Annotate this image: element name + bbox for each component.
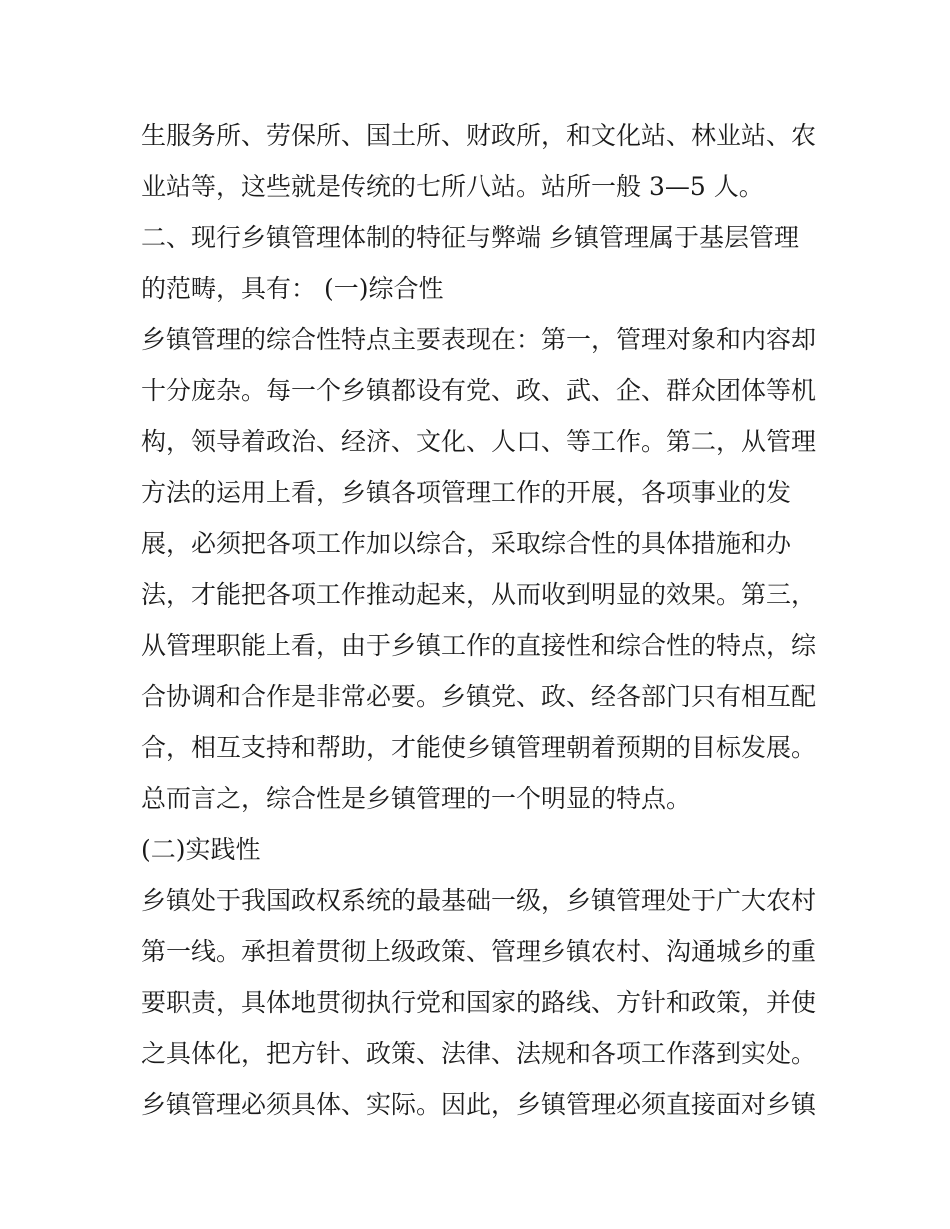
text-line: 之具体化，把方针、政策、法律、法规和各项工作落到实处。 bbox=[141, 1039, 817, 1068]
body-text bbox=[141, 110, 821, 1130]
text-line: 展，必须把各项工作加以综合，采取综合性的具体措施和办 bbox=[141, 529, 792, 558]
subsection-heading-line: 的范畴，具有： (一)综合性 bbox=[141, 274, 444, 303]
text-line: 方法的运用上看，乡镇各项管理工作的开展，各项事业的发 bbox=[141, 478, 792, 507]
text-line: 第一线。承担着贯彻上级政策、管理乡镇农村、沟通城乡的重 bbox=[141, 937, 817, 966]
text-line: 总而言之，综合性是乡镇管理的一个明显的特点。 bbox=[141, 784, 692, 813]
text-line: 十分庞杂。每一个乡镇都设有党、政、武、企、群众团体等机 bbox=[141, 376, 817, 405]
subsection-heading-line: (二)实践性 bbox=[141, 835, 261, 864]
text-line: 乡镇处于我国政权系统的最基础一级，乡镇管理处于广大农村 bbox=[141, 886, 817, 915]
text-line: 合协调和合作是非常必要。乡镇党、政、经各部门只有相互配 bbox=[141, 682, 817, 711]
text-line: 生服务所、劳保所、国土所、财政所，和文化站、林业站、农 bbox=[141, 121, 817, 150]
text-line: 从管理职能上看，由于乡镇工作的直接性和综合性的特点，综 bbox=[141, 631, 817, 660]
text-line: 合，相互支持和帮助，才能使乡镇管理朝着预期的目标发展。 bbox=[141, 733, 817, 762]
text-line: 业站等，这些就是传统的七所八站。站所一般 3—5 人。 bbox=[141, 172, 764, 201]
text-line: 构，领导着政治、经济、文化、人口、等工作。第二，从管理 bbox=[141, 427, 817, 456]
text-line: 法，才能把各项工作推动起来，从而收到明显的效果。第三， bbox=[141, 580, 817, 609]
text-line: 要职责，具体地贯彻执行党和国家的路线、方针和政策，并使 bbox=[141, 988, 817, 1017]
text-line: 乡镇管理的综合性特点主要表现在：第一，管理对象和内容却 bbox=[141, 325, 817, 354]
section-heading-line: 二、现行乡镇管理体制的特征与弊端 乡镇管理属于基层管理 bbox=[141, 223, 799, 252]
text-line: 乡镇管理必须具体、实际。因此，乡镇管理必须直接面对乡镇 bbox=[141, 1090, 817, 1119]
